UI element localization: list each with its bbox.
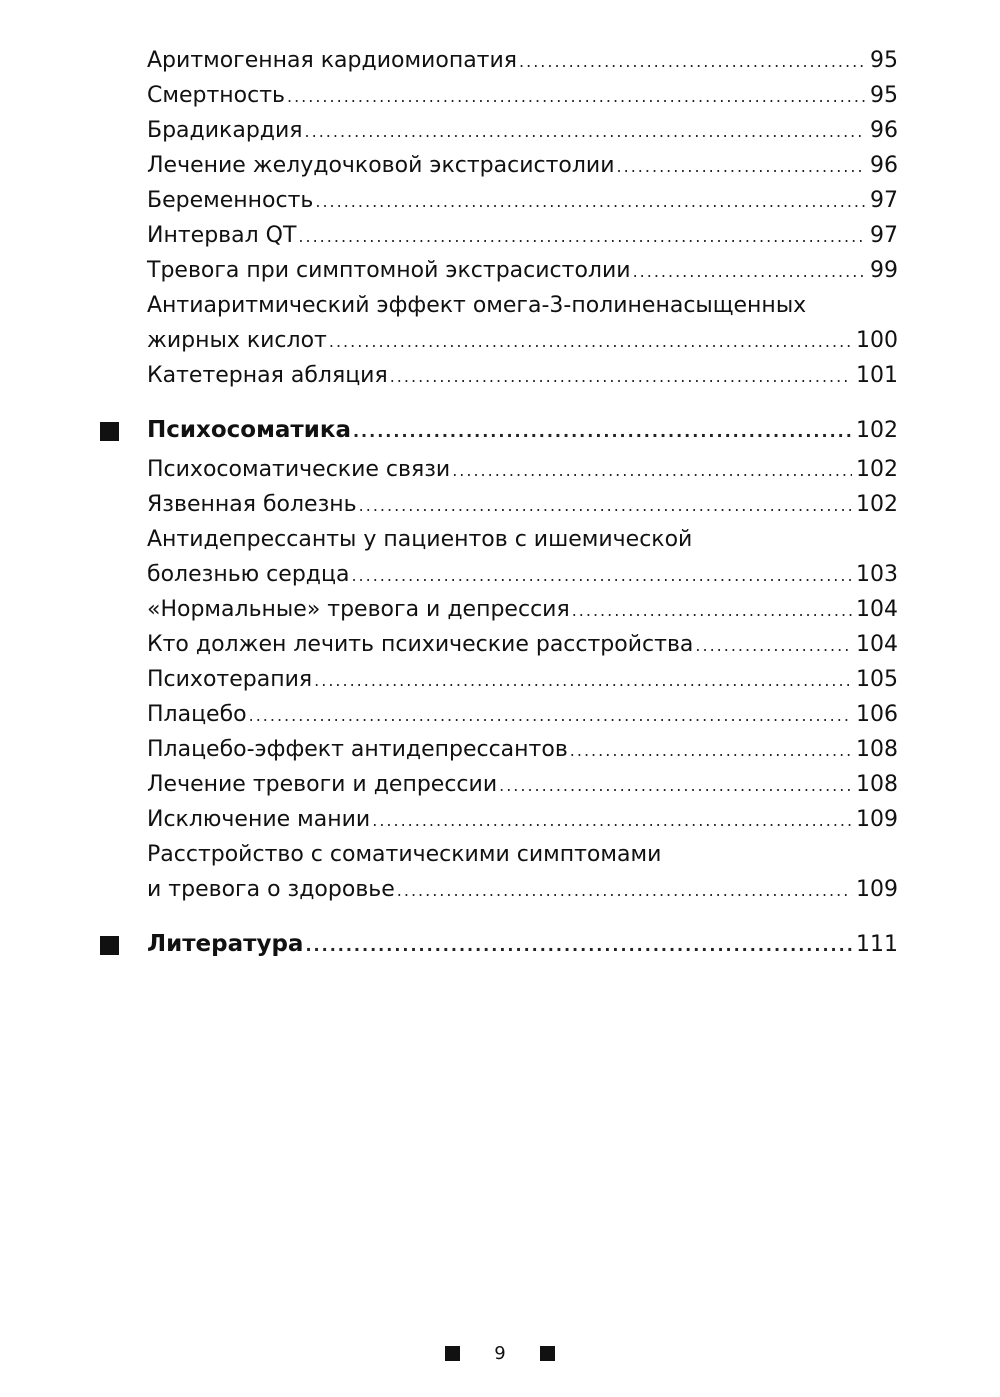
toc-entry: [147, 218, 898, 253]
leader-dots: [572, 593, 852, 628]
section-psychosomatics: [147, 413, 898, 448]
leader-dots: [351, 558, 852, 593]
toc-entry-page: 99: [870, 258, 898, 283]
leader-dots: [695, 628, 852, 663]
toc-entry-label: Аритмогенная кардиомиопатия: [147, 48, 518, 73]
toc-entry-label: Тревога при симптомной экстрасистолии: [147, 258, 631, 283]
leader-dots: [314, 663, 852, 698]
toc-entry-label: жирных кислот: [147, 328, 327, 353]
toc-entry-page: 106: [856, 702, 898, 727]
leader-dots: [452, 453, 852, 488]
toc-entry: [147, 592, 898, 627]
section-page: 102: [856, 418, 898, 443]
toc-entry: [147, 148, 898, 183]
leader-dots: [305, 114, 866, 149]
table-of-contents: [147, 43, 898, 962]
toc-entry-label: Катетерная абляция: [147, 363, 388, 388]
section-literature: [147, 927, 898, 962]
toc-entry-page: 103: [856, 562, 898, 587]
toc-entry-page: 101: [856, 363, 898, 388]
section-page: 111: [856, 932, 898, 957]
leader-dots: [570, 733, 852, 768]
section-heading: [147, 927, 898, 962]
toc-entry-page: 97: [870, 223, 898, 248]
leader-dots: [633, 254, 866, 289]
toc-entry-page: 102: [856, 492, 898, 517]
leader-dots: [519, 44, 866, 79]
toc-entry-label: Психотерапия: [147, 667, 313, 692]
toc-entry-label: Психосоматические связи: [147, 457, 451, 482]
toc-entry-label-line1: Антиаритмический эффект омега-3-полиненасыщенных: [147, 293, 807, 318]
toc-entry: [147, 557, 898, 592]
toc-entry-page: 100: [856, 328, 898, 353]
toc-entry-line1: [147, 288, 898, 323]
toc-entry: [147, 43, 898, 78]
leader-dots: [287, 79, 866, 114]
toc-entry: [147, 253, 898, 288]
section-title: Литература: [147, 931, 304, 957]
leader-dots: [397, 873, 852, 908]
leader-dots: [305, 928, 852, 963]
toc-entry: [147, 872, 898, 907]
toc-entry-page: 104: [856, 597, 898, 622]
toc-entry-label: Интервал QT: [147, 223, 297, 248]
toc-entry-label-line1: Расстройство с соматическими симптомами: [147, 842, 662, 867]
toc-entry-page: 97: [870, 188, 898, 213]
toc-entry-label: «Нормальные» тревога и депрессия: [147, 597, 570, 622]
toc-entry-label: и тревога о здоровье: [147, 877, 395, 902]
toc-entry-label-line1: Антидепрессанты у пациентов с ишемической: [147, 527, 693, 552]
leader-dots: [249, 698, 852, 733]
toc-entry-page: 96: [870, 153, 898, 178]
toc-entry: [147, 113, 898, 148]
toc-entry-line1: [147, 522, 898, 557]
toc-entry-label: болезнью сердца: [147, 562, 350, 587]
leader-dots: [372, 803, 852, 838]
leader-dots: [315, 184, 866, 219]
toc-entry-page: 96: [870, 118, 898, 143]
toc-entry: [147, 767, 898, 802]
leader-dots: [617, 149, 866, 184]
toc-entry-page: 109: [856, 807, 898, 832]
page-number: 9: [494, 1343, 506, 1364]
toc-entry: [147, 487, 898, 522]
toc-entry-page: 95: [870, 48, 898, 73]
leader-dots: [359, 488, 852, 523]
square-ornament-icon: [540, 1346, 555, 1361]
toc-entry-label: Брадикардия: [147, 118, 303, 143]
toc-entry: [147, 358, 898, 393]
square-bullet-icon: [100, 422, 119, 441]
toc-entry: [147, 697, 898, 732]
leader-dots: [298, 219, 866, 254]
toc-entry-page: 108: [856, 772, 898, 797]
square-ornament-icon: [445, 1346, 460, 1361]
toc-entry-label: Лечение желудочковой экстрасистолии: [147, 153, 615, 178]
toc-entry-label: Беременность: [147, 188, 314, 213]
toc-entry-line1: [147, 837, 898, 872]
toc-entry-label: Смертность: [147, 83, 285, 108]
leader-dots: [499, 768, 852, 803]
square-bullet-icon: [100, 936, 119, 955]
toc-entry-label: Кто должен лечить психические расстройства: [147, 632, 694, 657]
toc-entry: [147, 78, 898, 113]
toc-entry-page: 102: [856, 457, 898, 482]
leader-dots: [353, 414, 852, 449]
toc-entry-page: 108: [856, 737, 898, 762]
toc-entry: [147, 627, 898, 662]
toc-entry: [147, 802, 898, 837]
toc-entry: [147, 323, 898, 358]
page-footer: [0, 1343, 1000, 1364]
toc-entry-page: 95: [870, 83, 898, 108]
toc-entry: [147, 452, 898, 487]
toc-entry-label: Исключение мании: [147, 807, 371, 832]
toc-entry-label: Плацебо: [147, 702, 247, 727]
section-heading: [147, 413, 898, 448]
leader-dots: [329, 324, 852, 359]
toc-entry-page: 105: [856, 667, 898, 692]
toc-entry-label: Лечение тревоги и депрессии: [147, 772, 498, 797]
toc-entry: [147, 183, 898, 218]
section-title: Психосоматика: [147, 417, 351, 443]
toc-entry: [147, 662, 898, 697]
toc-entry: [147, 732, 898, 767]
toc-entry-label: Язвенная болезнь: [147, 492, 357, 517]
toc-entry-page: 104: [856, 632, 898, 657]
toc-entry-label: Плацебо-эффект антидепрессантов: [147, 737, 568, 762]
toc-entry-page: 109: [856, 877, 898, 902]
leader-dots: [390, 359, 852, 394]
